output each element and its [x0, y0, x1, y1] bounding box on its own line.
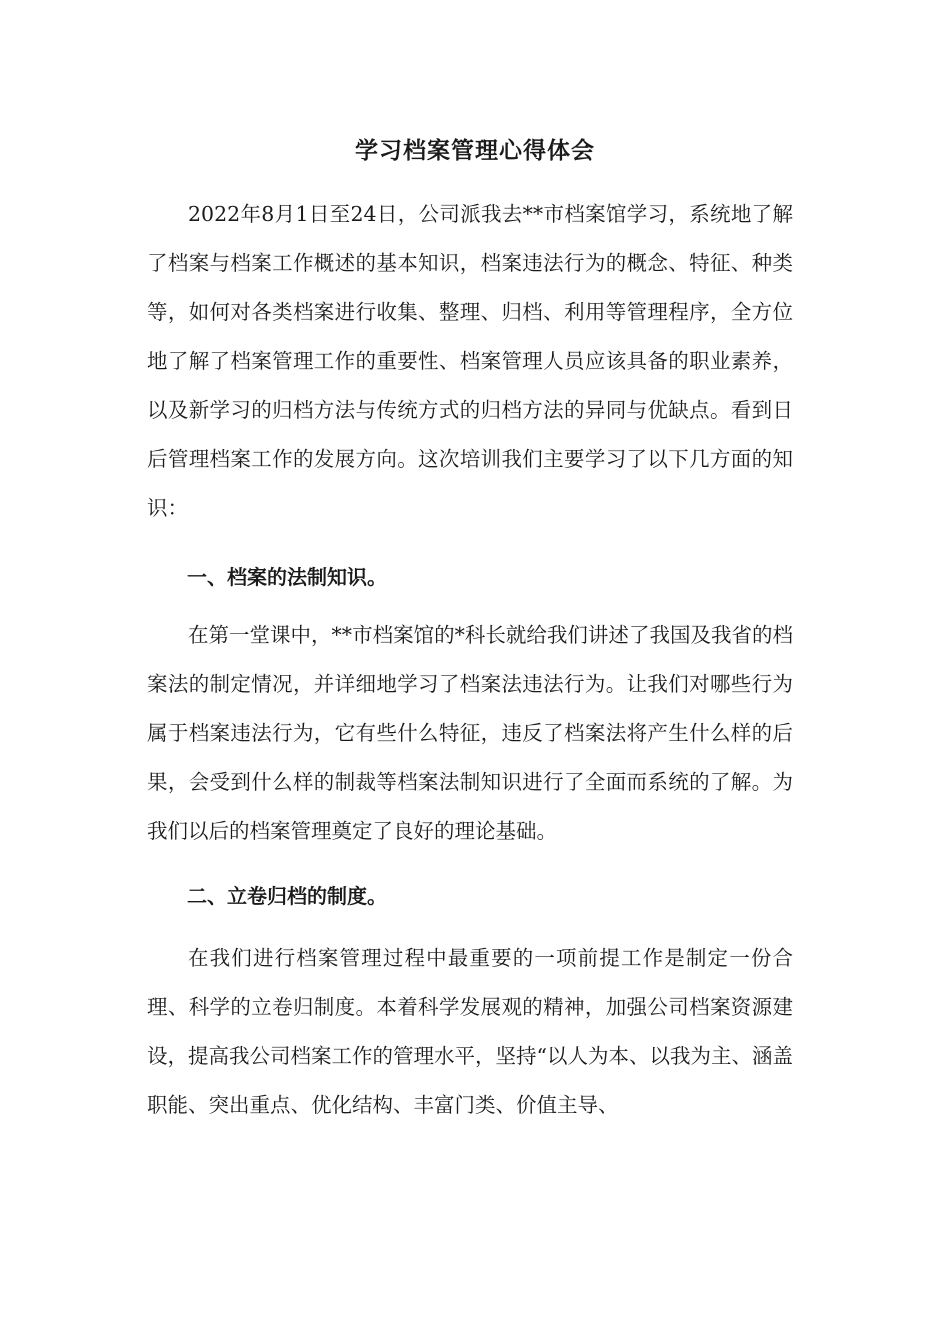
section-heading-legal-knowledge: 一、档案的法制知识。 — [187, 565, 387, 589]
document-title: 学习档案管理心得体会 — [355, 138, 595, 164]
paragraph-legal-knowledge: 在第一堂课中，**市档案馆的*科长就给我们讲述了我国及我省的档案法的制定情况，并详细地学习了档案法违法行为。让我们对哪些行为属于档案违法行为，它有些什么特征，违反了档案法将产生什么样的后果，会受到什么样的制裁等档案法制知识进行了全面而系统的了解。为我们以后的档案管理奠定了良好的理论基础。 — [147, 623, 793, 843]
paragraph-intro: 2022年8月1日至24日，公司派我去**市档案馆学习，系统地了解了档案与档案工作概述的基本知识，档案违法行为的概念、特征、种类等，如何对各类档案进行收集、整理、归档、利用等管理程序，全方位地了解了档案管理工作的重要性、档案管理人员应该具备的职业素养，以及新学习的归档方法与传统方式的归档方法的异同与优缺点。看到日后管理档案工作的发展方向。这次培训我们主要学习了以下几方面的知识： — [147, 202, 793, 520]
paragraph-filing-system: 在我们进行档案管理过程中最重要的一项前提工作是制定一份合理、科学的立卷归制度。本着科学发展观的精神，加强公司档案资源建设，提高我公司档案工作的管理水平，坚持“以人为本、以我为主、涵盖职能、突出重点、优化结构、丰富门类、价值主导、 — [147, 946, 793, 1117]
section-heading-filing-system: 二、立卷归档的制度。 — [187, 884, 387, 908]
